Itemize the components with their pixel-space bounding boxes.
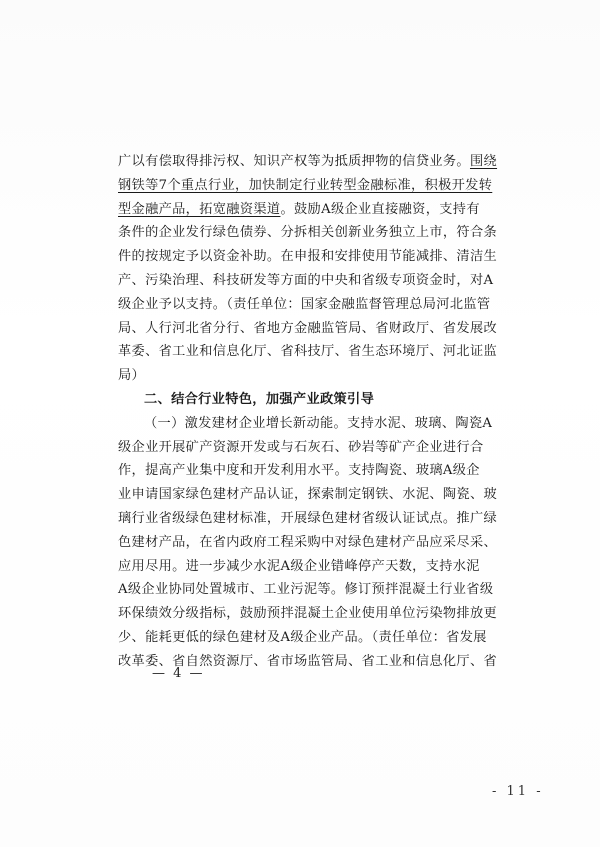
inner-page-number: — 4 — [152, 666, 205, 681]
section-line-5: 璃行业省级绿色建材标准，开展绿色建材省级认证试点。推广绿 [118, 510, 498, 526]
section-line-2: 级企业开展矿产资源开发或与石灰石、砂岩等矿产企业进行合 [118, 439, 484, 455]
section-line-3: 作，提高产业集中度和开发利用水平。支持陶瓷、玻璃A级企 [118, 463, 480, 479]
body-line-2-text: 钢铁等7个重点行业，加快制定行业转型金融标准，积极开发转 [118, 177, 493, 193]
body-line-9: 革委、省工业和信息化厅、省科技厅、省生态环境厅、河北证监 [118, 344, 498, 360]
document-body [118, 150, 498, 674]
body-line-5: 件的按规定予以资金补助。在申报和安排使用节能减排、清洁生 [118, 249, 498, 265]
section-line-7: 应用尽用。进一步减少水泥A级企业错峰停产天数，支持水泥 [118, 558, 480, 574]
body-line-1-tail: 围绕 [469, 154, 498, 169]
body-line-10: 局） [118, 368, 146, 384]
body-line-4: 条件的企业发行绿色债券、分拆相关创新业务独立上市，符合条 [118, 225, 498, 241]
body-line-6: 产、污染治理、科技研发等方面的中央和省级专项资金时，对A [118, 272, 494, 288]
body-line-3-text: 型金融产品，拓宽融资渠道 [118, 201, 281, 217]
section-line-11: 改革委、省自然资源厅、省市场监管局、省工业和信息化厅、省 [118, 653, 498, 669]
body-line-3 [118, 198, 486, 222]
section-line-6: 色建材产品，在省内政府工程采购中对绿色建材产品应采尽采、 [118, 534, 498, 550]
section-line-4: 业申请国家绿色建材产品认证，探索制定钢铁、水泥、陶瓷、玻 [118, 487, 498, 503]
section-line-8: A级企业协同处置城市、工业污泥等。修订预拌混凝土行业省级 [118, 582, 494, 598]
body-line-8: 局、人行河北省分行、省地方金融监管局、省财政厅、省发展改 [118, 320, 498, 336]
section-line-10: 少、能耗更低的绿色建材及A级企业产品。（责任单位：省发展 [118, 629, 487, 645]
section-line-9: 环保绩效分级指标，鼓励预拌混凝土企业使用单位污染物排放更 [118, 606, 498, 622]
section-line-1: （一）激发建材企业增长新动能。支持水泥、玻璃、陶瓷A [144, 415, 493, 431]
body-line-7: 级企业予以支持。（责任单位：国家金融监督管理总局河北监管 [118, 296, 491, 312]
section-heading: 二、结合行业特色，加强产业政策引导 [144, 391, 375, 407]
body-line-2 [118, 174, 493, 198]
body-line-1-text: 广以有偿取得排污权、知识产权等为抵质押物的信贷业务。 [118, 154, 470, 169]
outer-page-number: - 11 - [492, 784, 544, 799]
body-line-3-tail: 。鼓励A级企业直接融资，支持有 [280, 201, 480, 217]
body-line-1 [118, 150, 498, 174]
